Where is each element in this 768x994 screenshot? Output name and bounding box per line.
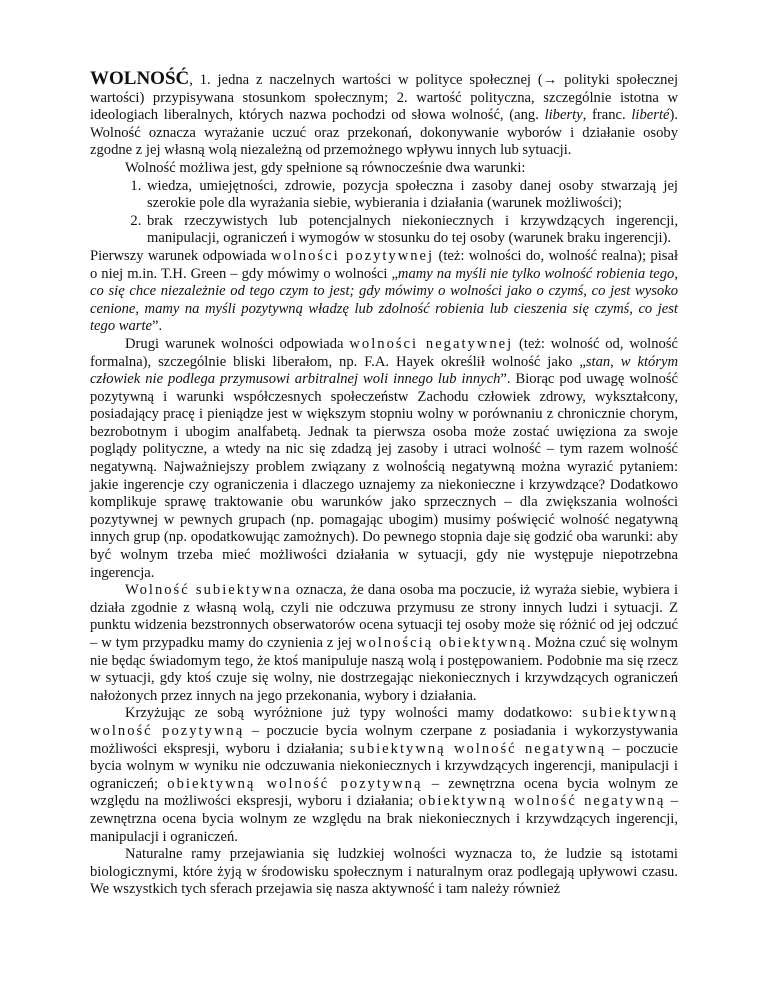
term-subjective-positive: subiektywną wolność pozytywną: [90, 705, 678, 739]
term-objective-positive: obiektywną wolność pozytywną: [167, 775, 423, 792]
list-item: 2. brak rzeczywistych lub potencjalnych niekoniecznych i krzywdzących ingerencji, manipulacji, ograniczeń i wymogów w stosunku do tej osoby (warunek braku ingerencji).: [145, 213, 678, 248]
entry-title: WOLNOŚĆ: [90, 68, 190, 89]
positive-freedom-paragraph: Pierwszy warunek odpowiada wolności pozytywnej (też: wolności do, wolność realna); pisał o niej m.in. T.H. Green – gdy mówimy o wolności „mamy na myśli nie tylko wolność robienia tego, co się chce niezależnie od tego czym to jest; gdy mówimy o wolności jako o czymś, co jest wysoko cenione, mamy na myśli pozytywną władzę lub zdolność robienia lub cieszenia się czymś, co jest tego warte”.: [90, 247, 678, 335]
term-subjective-negative: subiektywną wolność negatywną: [349, 740, 607, 757]
entry-definition-paragraph: WOLNOŚĆ, 1. jedna z naczelnych wartości w polityce społecznej (→ polityki społecznej wartości) przypisywana stosunkom społecznym; 2. wartość polityczna, szczególnie istotna w ideologiach liberalnych, których nazwa pochodzi od słowa wolność, (ang. liberty, franc. liberté). Wolność oznacza wyrażanie uczuć oraz przekonań, dokonywanie wyborów i działanie osoby zgodne z jej własną wolą niezależną od przemożnego wpływu innych lub sytuacji.: [90, 68, 679, 159]
term-positive-freedom: wolności pozytywnej: [270, 247, 435, 264]
term-objective-freedom: wolnością obiektywną: [355, 635, 528, 651]
negative-freedom-paragraph: Drugi warunek wolności odpowiada wolności negatywnej (też: wolność od, wolność formalna), szczególnie bliski liberałom, np. F.A. Hayek określił wolność jako „stan, w którym człowiek nie podlega przymusowi arbitralnej woli innego lub innych”. Biorąc pod uwagę wolność pozytywną i warunki współczesnych społeczeństw Zachodu człowiek zdrowy, wykształcony, posiadający pracę i pieniądze jest w większym stopniu wolny w porównaniu z chronicznie chorym, bezrobotnym i ubogim analfabetą. Jednak ta pierwsza osoba może zostać uwięziona za swoje poglądy polityczne, a wtedy na nic się zdadzą jej zasoby i utraci wolność – tym razem wolność negatywną. Najważniejszy problem związany z wolnością negatywną można wyrazić pytaniem: jakie ingerencje czy ograniczenia i dlaczego uznajemy za niekonieczne i krzywdzące? Dodatkowo komplikuje sprawę traktowanie obu warunków jako sprzecznych – dla zwiększania wolności pozytywnej w pewnych grupach (np. pomagając ubogim) musimy poświęcić wolność negatywną innych grup (np. opodatkowując zamożnych). Do pewnego stopnia daje się godzić oba warunki: aby być wolnym trzeba mieć możliwości działania w sytuacji, gdy nie występuje niepotrzebna ingerencja.: [90, 335, 678, 581]
term-objective-negative: obiektywną wolność negatywną: [418, 793, 666, 810]
quote-hayek: stan, w którym człowiek nie podlega przymusowi arbitralnej woli innego lub innych: [90, 353, 678, 388]
natural-frames-paragraph: Naturalne ramy przejawiania się ludzkiej wolności wyznacza to, że ludzie są istotami biologicznymi, które żyją w środowisku społecznym i naturalnym oraz podlegają upływowi czasu. We wszystkich tych sferach przejawia się nasza aktywność i tam należy również: [90, 846, 678, 898]
conditions-intro: Wolność możliwa jest, gdy spełnione są równocześnie dwa warunki:: [125, 159, 526, 176]
quote-green: mamy na myśli nie tylko wolność robienia tego, co się chce niezależnie od tego czym to jest; gdy mówimy o wolności jako o czymś, co jest wysoko cenione, mamy na myśli pozytywną władzę lub zdolność robienia lub cieszenia się czymś, co jest tego warte: [90, 265, 678, 335]
term-subjective-freedom: Wolność subiektywna: [125, 582, 292, 599]
document-page: [90, 70, 678, 899]
conditions-list: [90, 178, 678, 248]
list-item: 1. wiedza, umiejętności, zdrowie, pozycja społeczna i zasoby danej osoby stwarzają jej szerokie pole dla wyrażania siebie, wybierania i działania (warunek możliwości);: [145, 178, 678, 213]
subjective-freedom-paragraph: Wolność subiektywna oznacza, że dana osoba ma poczucie, iż wyraża siebie, wybiera i działa zgodnie z własną wolą, czyli nie odczuwa przymusu ze strony innych ludzi i sytuacji. Z punktu widzenia bezstronnych obserwatorów ocena sytuacji tej osoby może się różnić od jej odczuć – w tym przypadku mamy do czynienia z jej wolnością obiektywną. Można czuć się wolnym nie będąc świadomym tego, że ktoś manipuluje naszą wolą i postępowaniem. Podobnie ma się rzecz w sytuacji, gdy ktoś czuje się wolny, nie dostrzegając niekoniecznych i krzywdzących ograniczeń nałożonych przez innych na jego przekonania, wybory i działania.: [90, 582, 678, 704]
term-negative-freedom: wolności negatywnej: [349, 335, 514, 352]
arrow-icon: →: [542, 72, 558, 88]
combined-types-paragraph: Krzyżując ze sobą wyróżnione już typy wolności mamy dodatkowo: subiektywną wolność pozytywną – poczucie bycia wolnym czerpane z posiadania i wykorzystywania możliwości ekspresji, wyboru i działania; subiektywną wolność negatywną – poczucie bycia wolnym w wyniku nie odczuwania niekoniecznych i krzywdzących ingerencji, manipulacji i ograniczeń; obiektywną wolność pozytywną – zewnętrzna ocena bycia wolnym ze względu na możliwości ekspresji, wyboru i działania; obiektywną wolność negatywną – zewnętrzna ocena bycia wolnym ze względu na brak niekoniecznych i krzywdzących ingerencji, manipulacji i ograniczeń.: [90, 705, 679, 845]
